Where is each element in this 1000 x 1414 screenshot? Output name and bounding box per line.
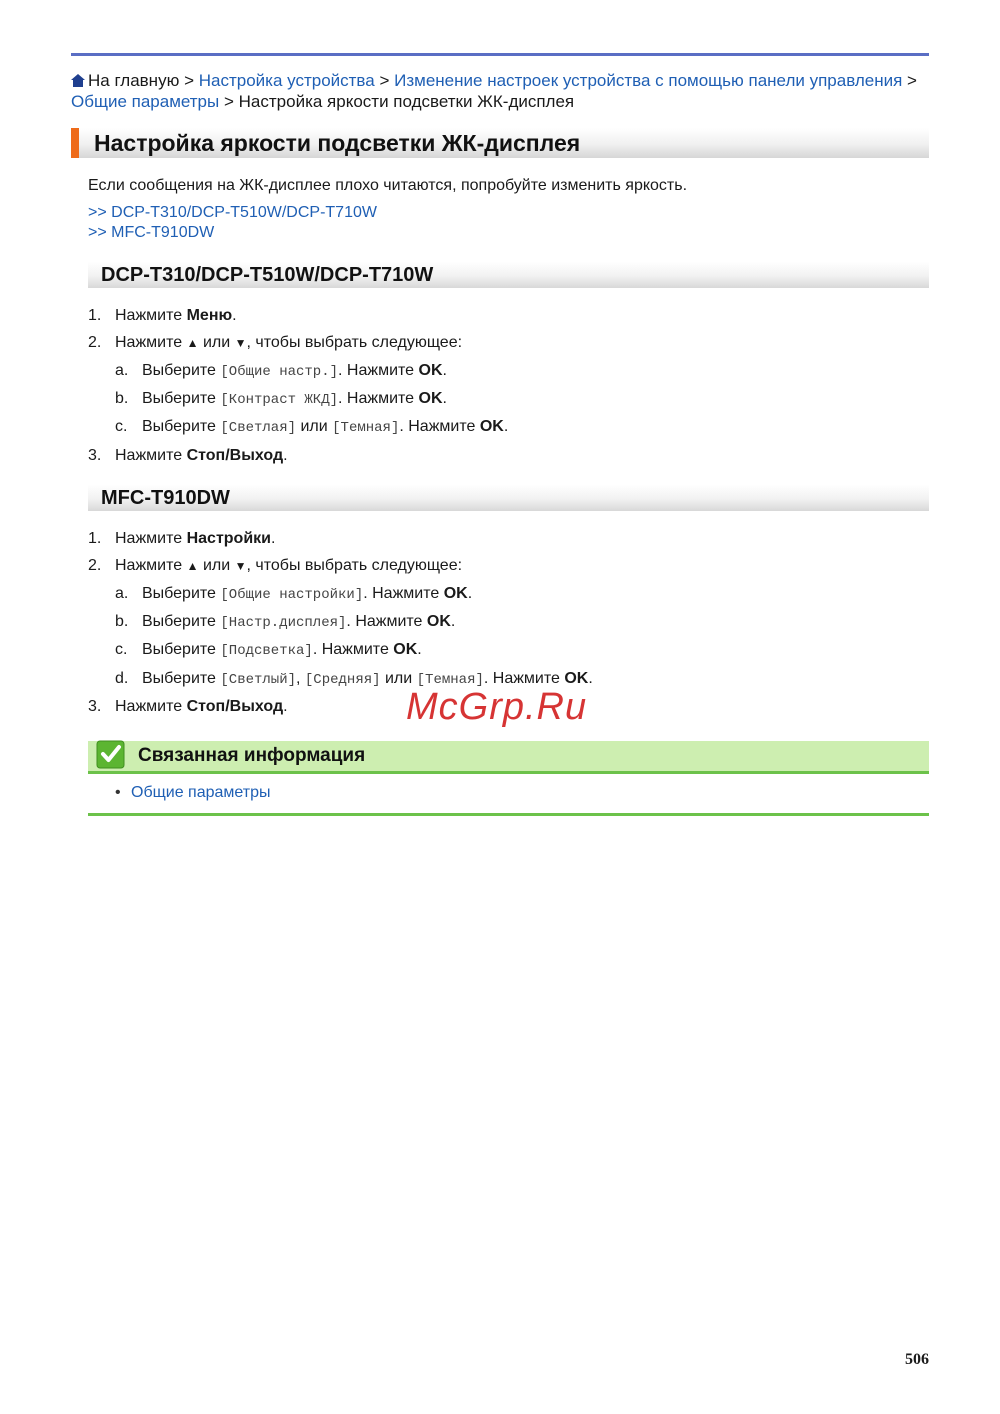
menu-option: [Контраст ЖКД]: [220, 392, 339, 408]
section-heading-bar: [88, 485, 929, 511]
breadcrumb-separator: >: [184, 71, 194, 90]
jump-link-dcp[interactable]: >> DCP-T310/DCP-T510W/DCP-T710W: [88, 204, 377, 221]
stop-button-label: Стоп/Выход: [186, 698, 284, 715]
menu-option: [Темная]: [416, 672, 484, 688]
related-info-rule: [88, 771, 929, 774]
menu-option: [Подсветка]: [220, 643, 313, 659]
down-arrow-icon: ▼: [234, 559, 247, 573]
substep-b: b. Выберите [Настр.дисплея]. Нажмите OK.: [115, 613, 456, 631]
menu-option: [Средняя]: [304, 672, 381, 688]
substep-c: c. Выберите [Подсветка]. Нажмите OK.: [115, 641, 422, 659]
related-list-item: [115, 783, 271, 803]
menu-option: [Светлый]: [220, 672, 297, 688]
menu-option: [Настр.дисплея]: [220, 615, 347, 631]
watermark: McGrp.Ru: [406, 686, 588, 728]
breadcrumb: [71, 70, 929, 112]
substep-d: d. Выберите [Светлый], [Средняя] или [Темная]. Нажмите OK.: [115, 670, 593, 688]
section-heading-bar: [88, 262, 929, 288]
stop-button-label: Стоп/Выход: [186, 447, 284, 464]
breadcrumb-separator: >: [907, 71, 917, 90]
settings-button-label: Настройки: [186, 530, 272, 547]
substep-a: a. Выберите [Общие настр.]. Нажмите OK.: [115, 362, 447, 380]
menu-option: [Общие настр.]: [220, 364, 339, 380]
page-title-bar: [71, 128, 929, 158]
breadcrumb-current: Настройка яркости подсветки ЖК-дисплея: [238, 92, 575, 111]
breadcrumb-separator: >: [223, 92, 234, 111]
step-1: 1. Нажмите Меню.: [88, 307, 237, 324]
step-3: 3. Нажмите Стоп/Выход.: [88, 447, 288, 464]
breadcrumb-general-settings[interactable]: Общие параметры: [71, 92, 220, 111]
related-link-general-settings[interactable]: Общие параметры: [131, 784, 271, 801]
title-accent: [71, 128, 79, 158]
intro-text: Если сообщения на ЖК-дисплее плохо читаются, попробуйте изменить яркость.: [88, 177, 688, 194]
step-2: 2. Нажмите ▲ или ▼, чтобы выбрать следующее:: [88, 557, 463, 574]
menu-option: [Светлая]: [220, 420, 297, 436]
menu-option: [Общие настройки]: [220, 587, 364, 603]
step-number: 1.: [88, 307, 102, 324]
breadcrumb-home[interactable]: На главную: [88, 71, 180, 90]
related-info-title: Связанная информация: [138, 745, 366, 766]
menu-button-label: Меню: [186, 307, 233, 324]
related-bottom-rule: [88, 813, 929, 816]
step-1: 1. Нажмите Настройки.: [88, 530, 276, 547]
menu-option: [Темная]: [332, 420, 400, 436]
top-rule: [71, 53, 929, 56]
substep-a: a. Выберите [Общие настройки]. Нажмите OK.: [115, 585, 473, 603]
home-icon[interactable]: [71, 74, 85, 87]
up-arrow-icon: ▲: [186, 559, 199, 573]
breadcrumb-control-panel[interactable]: Изменение настроек устройства с помощью панели управления: [394, 71, 903, 90]
page-title: Настройка яркости подсветки ЖК-дисплея: [94, 130, 581, 156]
section-heading-mfc: MFC-T910DW: [101, 487, 230, 509]
substep-c: c. Выберите [Светлая] или [Темная]. Нажмите OK.: [115, 418, 509, 436]
step-2: 2. Нажмите ▲ или ▼, чтобы выбрать следующее:: [88, 334, 463, 351]
page-number: 506: [905, 1351, 929, 1368]
section-heading-dcp: DCP-T310/DCP-T510W/DCP-T710W: [101, 264, 434, 286]
substep-b: b. Выберите [Контраст ЖКД]. Нажмите OK.: [115, 390, 447, 408]
up-arrow-icon: ▲: [186, 336, 199, 350]
breadcrumb-device-settings[interactable]: Настройка устройства: [198, 71, 375, 90]
checkmark-icon: [96, 739, 126, 769]
step-3: 3. Нажмите Стоп/Выход.: [88, 698, 288, 715]
breadcrumb-separator: >: [379, 71, 390, 90]
bullet: •: [115, 784, 121, 801]
jump-link-mfc[interactable]: >> MFC-T910DW: [88, 224, 215, 241]
down-arrow-icon: ▼: [234, 336, 247, 350]
